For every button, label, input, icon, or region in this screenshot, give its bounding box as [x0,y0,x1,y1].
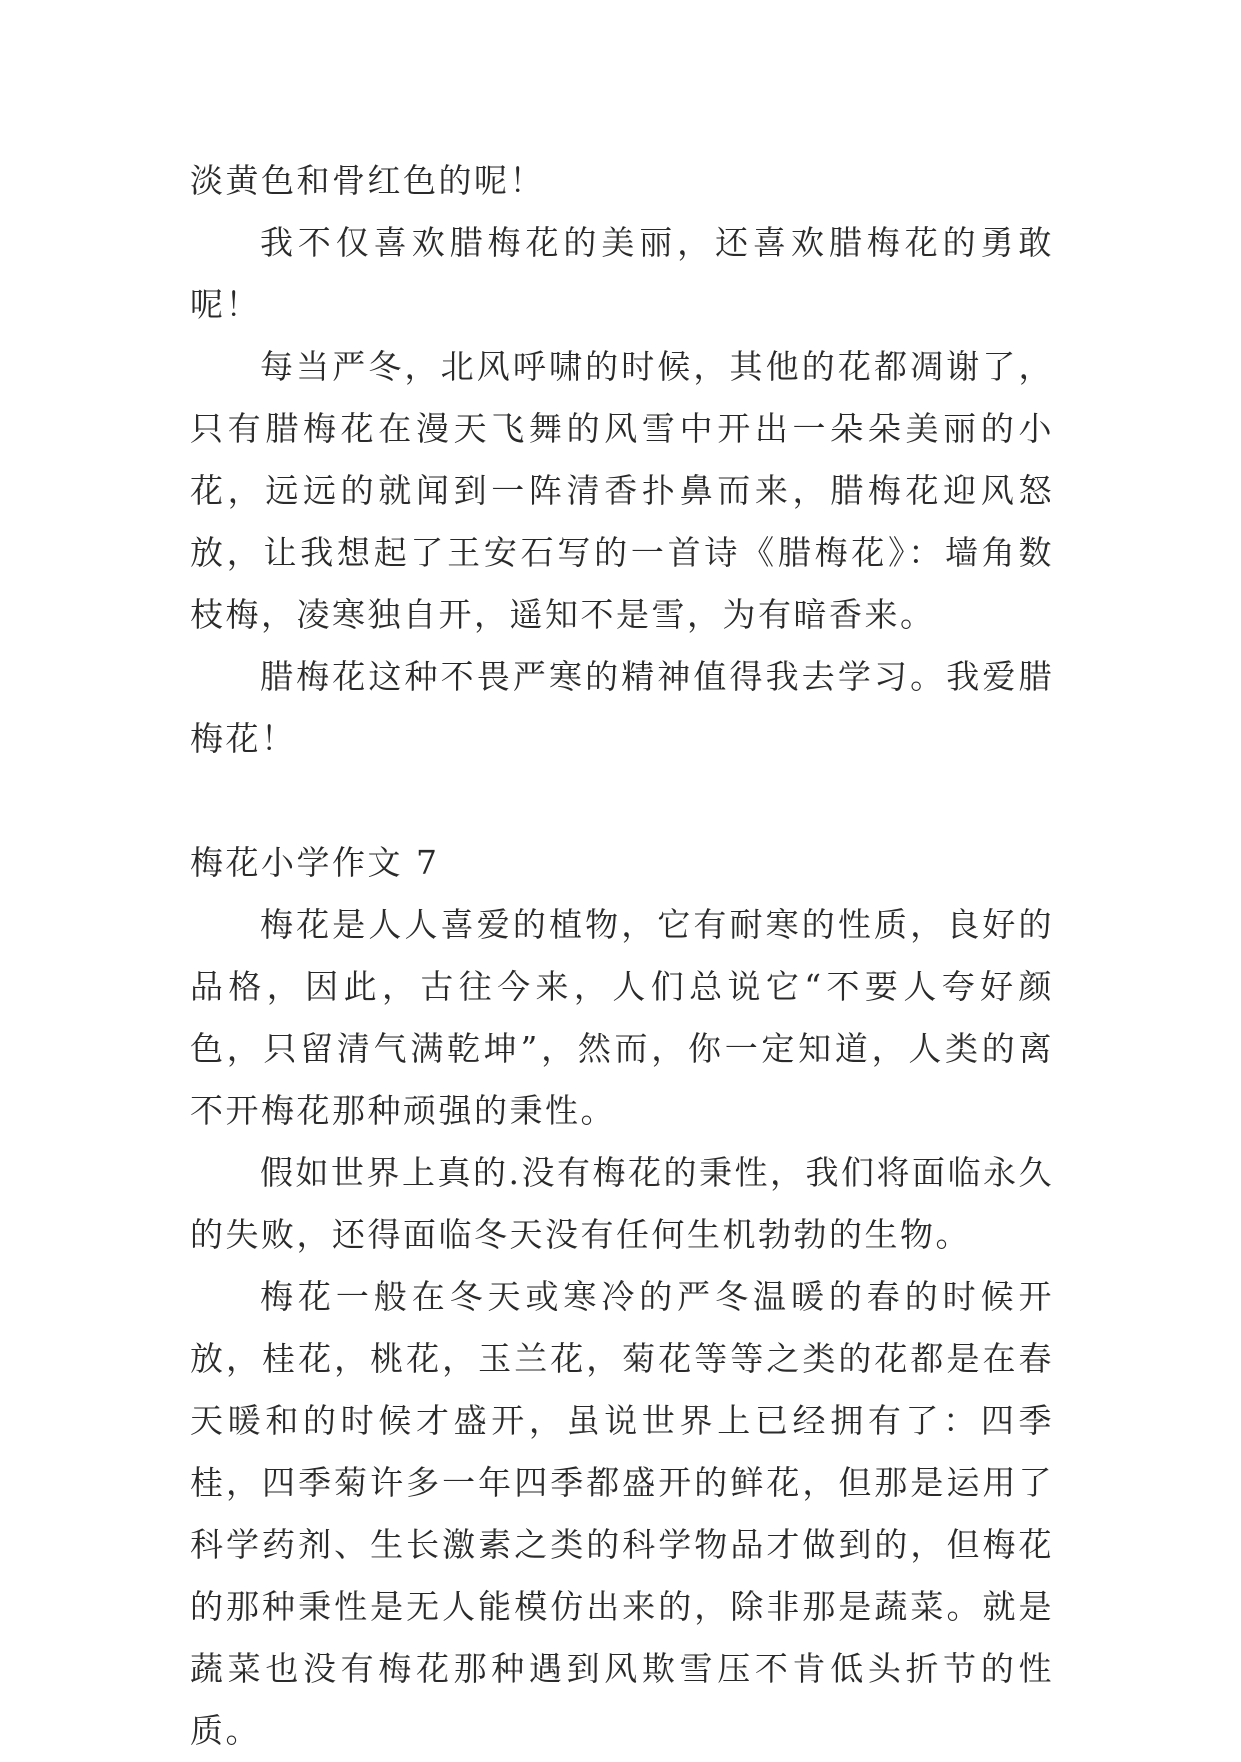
paragraph-continued-1: 淡黄色和骨红色的呢！ [190,161,545,200]
section-spacer [190,770,1054,832]
essay-title: 梅花小学作文 7 [190,843,440,882]
paragraph-continued-2: 我不仅喜欢腊梅花的美丽，还喜欢腊梅花的勇敢呢！ [190,223,1054,324]
paragraph-continued-3: 每当严冬，北风呼啸的时候，其他的花都凋谢了，只有腊梅花在漫天飞舞的风雪中开出一朵朵美丽的小花，远远的就闻到一阵清香扑鼻而来，腊梅花迎风怒放，让我想起了王安石写的一首诗《腊梅花》：墙角数枝梅，凌寒独自开，遥知不是雪，为有暗香来。 [190,347,1054,634]
essay-paragraph-3: 梅花一般在冬天或寒冷的严冬温暖的春的时候开放，桂花，桃花，玉兰花，菊花等等之类的花都是在春天暖和的时候才盛开，虽说世界上已经拥有了：四季桂，四季菊许多一年四季都盛开的鲜花，但那是运用了科学药剂、生长激素之类的科学物品才做到的，但梅花的那种秉性是无人能模仿出来的，除非那是蔬菜。就是蔬菜也没有梅花那种遇到风欺雪压不肯低头折节的性质。 [190,1277,1054,1750]
essay-paragraph-1: 梅花是人人喜爱的植物，它有耐寒的性质，良好的品格，因此，古往今来，人们总说它“不要人夸好颜色，只留清气满乾坤”，然而，你一定知道，人类的离不开梅花那种顽强的秉性。 [190,905,1054,1130]
paragraph-continued-4: 腊梅花这种不畏严寒的精神值得我去学习。我爱腊梅花！ [190,657,1054,758]
document-page [190,150,1054,1762]
essay-paragraph-2: 假如世界上真的.没有梅花的秉性，我们将面临永久的失败，还得面临冬天没有任何生机勃勃的生物。 [190,1153,1054,1254]
